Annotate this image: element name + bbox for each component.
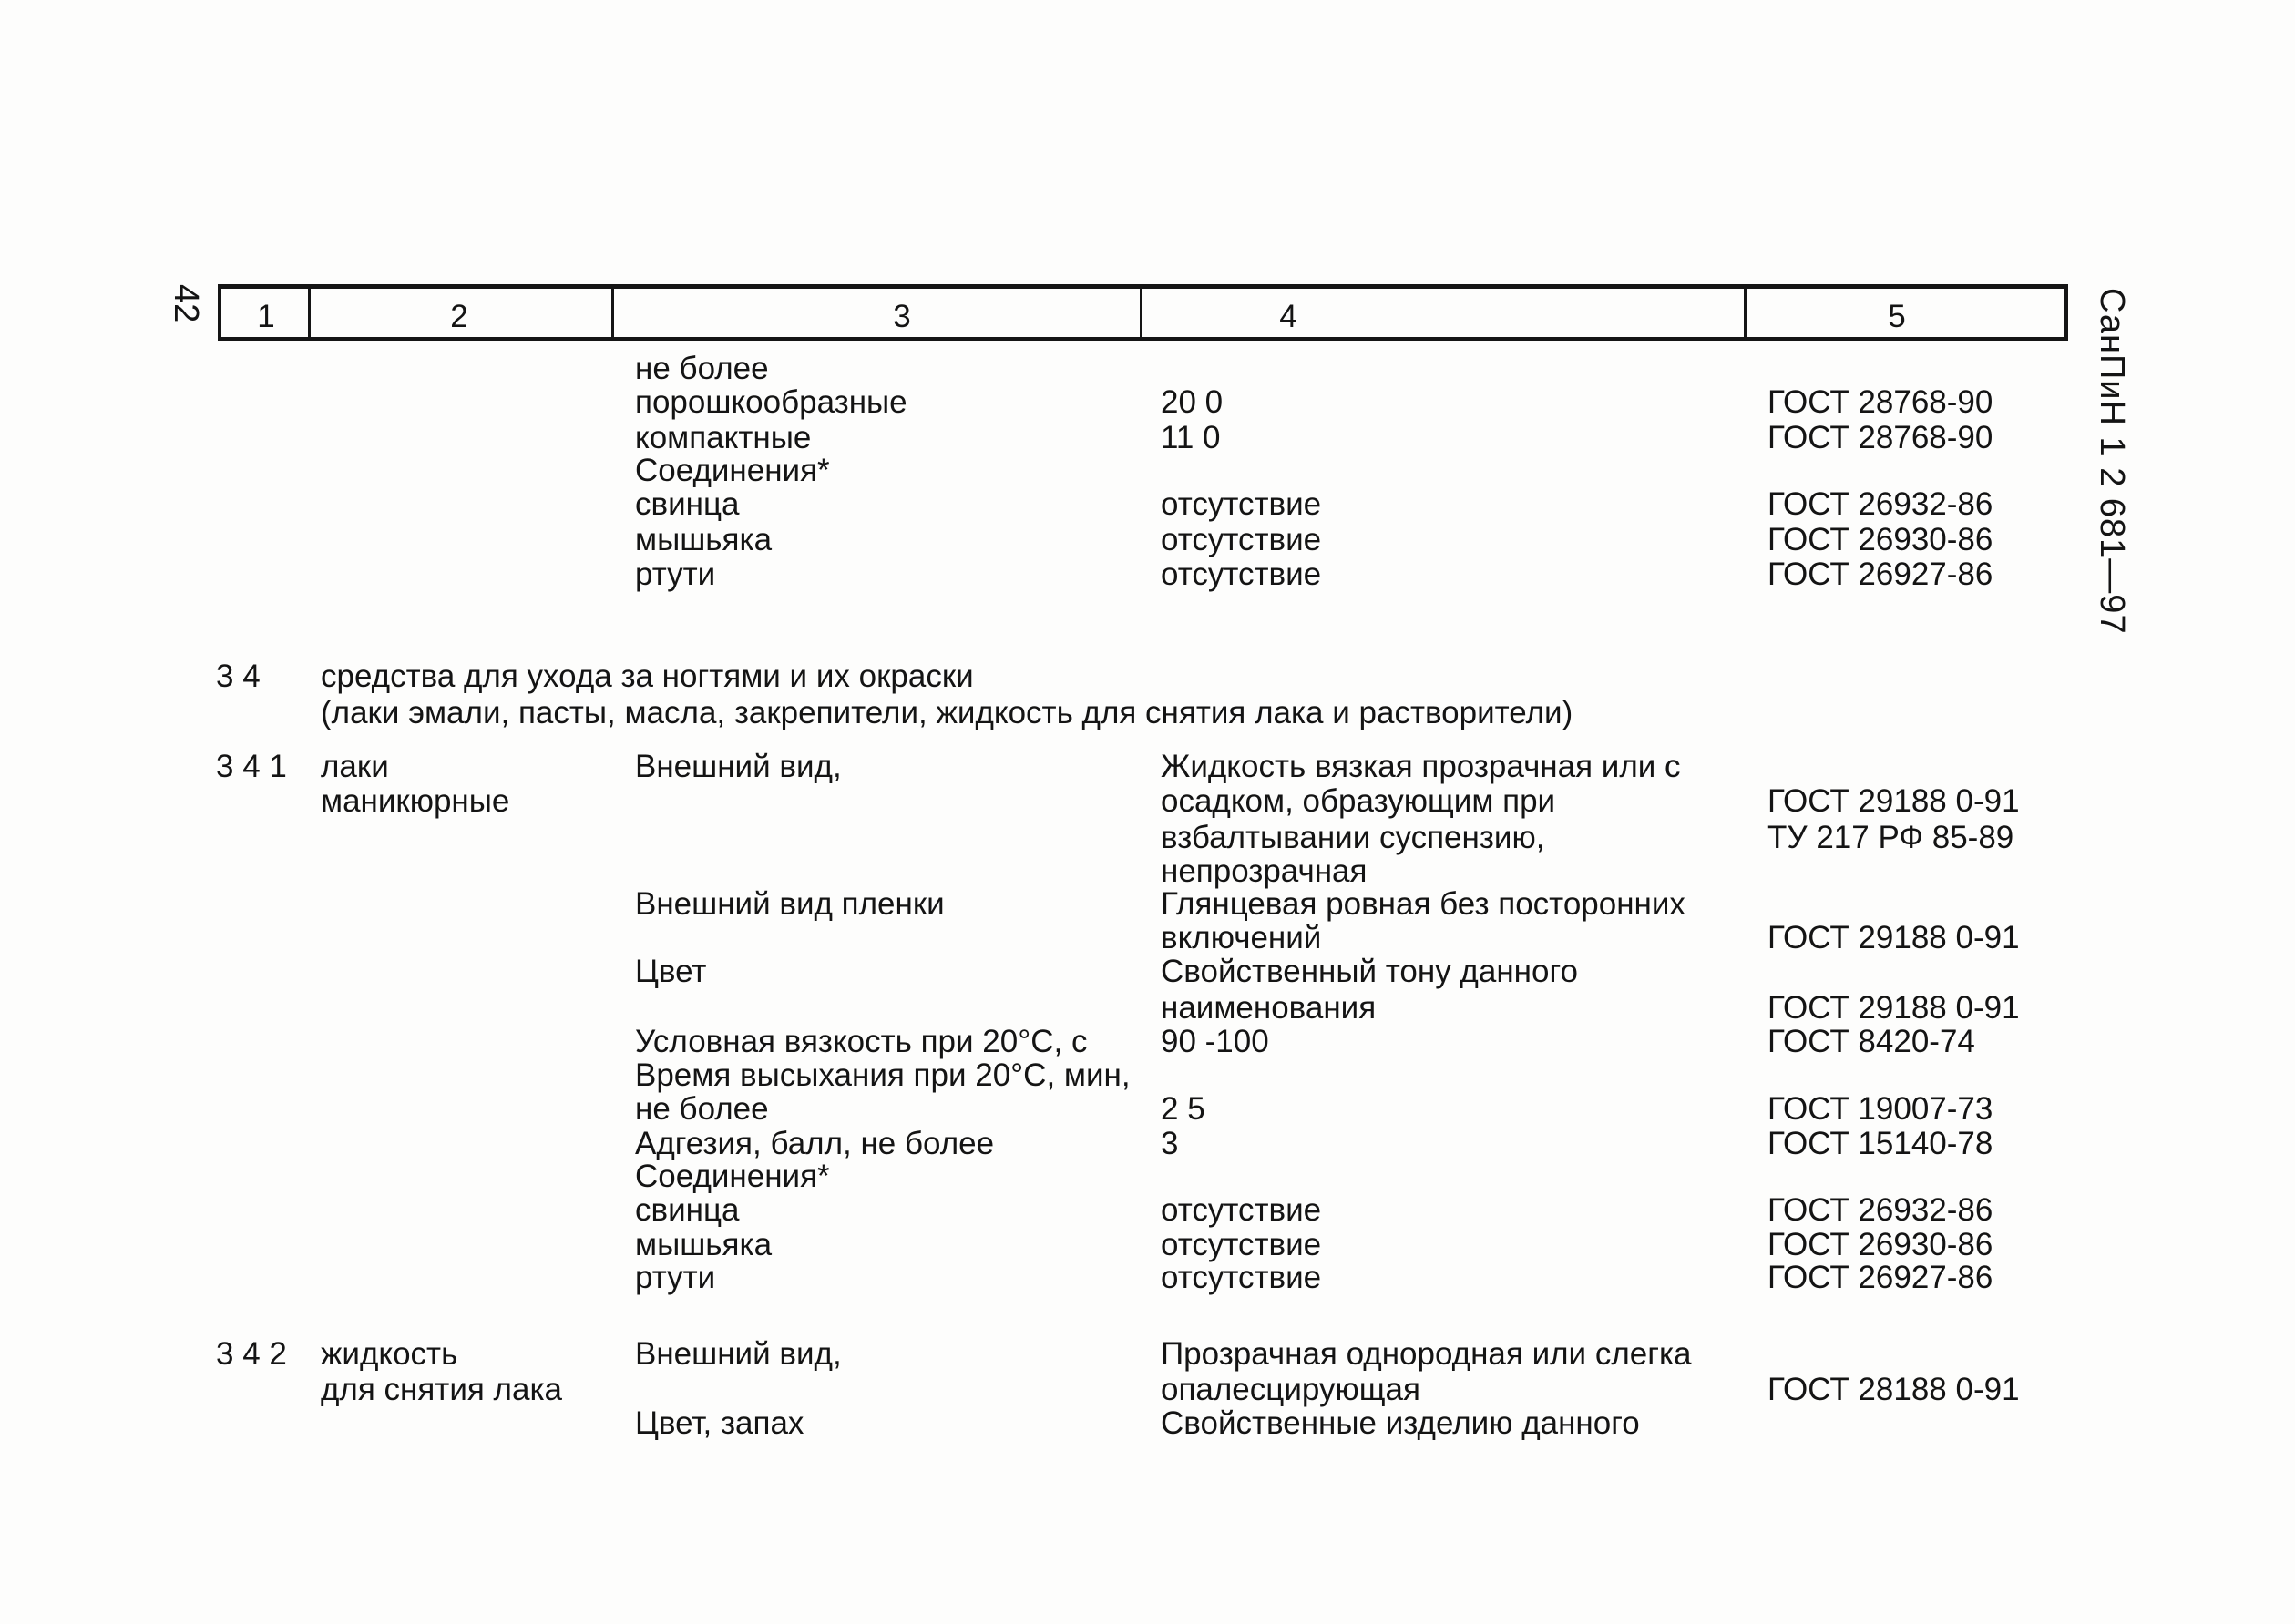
indicator-cell: не более (635, 1091, 769, 1127)
indicator-cell: мышьяка (635, 522, 773, 557)
column-divider (611, 287, 614, 339)
table-row (0, 1405, 2295, 1442)
norm-cell: наименования (1161, 990, 1377, 1026)
norm-cell: отсутствие (1161, 1227, 1322, 1262)
indicator-cell: свинца (635, 1192, 740, 1228)
indicator-cell: Цвет (635, 954, 707, 989)
product-name: лаки (321, 749, 389, 784)
table-row (0, 1260, 2295, 1296)
indicator-cell: Внешний вид, (635, 749, 842, 784)
table-row (0, 1336, 2295, 1373)
norm-cell: отсутствие (1161, 486, 1322, 522)
section-title-continued: (лаки эмали, пасты, масла, закрепители, жидкость для снятия лака и растворители) (321, 695, 1573, 730)
norm-cell: 11 0 (1161, 420, 1221, 455)
table-row (0, 1126, 2295, 1162)
page-number: 42 (167, 284, 205, 323)
indicator-cell: Соединения* (635, 1159, 830, 1194)
method-cell: ГОСТ 8420-74 (1767, 1024, 1975, 1059)
section-row (0, 659, 2295, 695)
method-cell: ГОСТ 28768-90 (1767, 384, 1993, 420)
section-row (0, 695, 2295, 731)
method-cell: ТУ 217 РФ 85-89 (1767, 820, 2014, 855)
norm-cell: включений (1161, 920, 1322, 955)
norm-cell: отсутствие (1161, 557, 1322, 592)
item-number: 3 4 2 (216, 1336, 287, 1372)
product-name: для снятия лака (321, 1372, 562, 1407)
indicator-cell: Время высыхания при 20°С, мин, (635, 1057, 1131, 1093)
table-row (0, 1091, 2295, 1128)
method-cell: ГОСТ 26927-86 (1767, 557, 1993, 592)
norm-cell: 3 (1161, 1126, 1179, 1161)
norm-cell: непрозрачная (1161, 853, 1368, 889)
norm-cell: осадком, образующим при (1161, 783, 1556, 819)
running-title: СанПиН 1 2 681—97 (2093, 288, 2131, 635)
header-column-3: 3 (893, 299, 911, 334)
method-cell: ГОСТ 19007-73 (1767, 1091, 1993, 1127)
table-row (0, 820, 2295, 856)
norm-cell: Свойственный тону данного (1161, 954, 1578, 989)
table-header (218, 284, 2068, 341)
norm-cell: отсутствие (1161, 1260, 1322, 1295)
method-cell: ГОСТ 26932-86 (1767, 1192, 1993, 1228)
norm-cell: опалесцирующая (1161, 1372, 1420, 1407)
table-row (0, 384, 2295, 421)
indicator-cell: Соединения* (635, 453, 830, 488)
norm-cell: 2 5 (1161, 1091, 1205, 1127)
indicator-cell: Условная вязкость при 20°С, с (635, 1024, 1088, 1059)
indicator-cell: ртути (635, 557, 716, 592)
table-row (0, 1227, 2295, 1263)
table-row (0, 954, 2295, 990)
method-cell: ГОСТ 29188 0-91 (1767, 990, 2020, 1026)
product-name: жидкость (321, 1336, 458, 1372)
method-cell: ГОСТ 28768-90 (1767, 420, 1993, 455)
norm-cell: отсутствие (1161, 1192, 1322, 1228)
method-cell: ГОСТ 26932-86 (1767, 486, 1993, 522)
table-row (0, 990, 2295, 1026)
norm-cell: Глянцевая ровная без посторонних (1161, 886, 1685, 922)
indicator-cell: порошкообразные (635, 384, 907, 420)
method-cell: ГОСТ 28188 0-91 (1767, 1372, 2020, 1407)
item-number: 3 4 1 (216, 749, 287, 784)
method-cell: ГОСТ 29188 0-91 (1767, 783, 2020, 819)
indicator-cell: Внешний вид, (635, 1336, 842, 1372)
indicator-cell: свинца (635, 486, 740, 522)
method-cell: ГОСТ 26930-86 (1767, 1227, 1993, 1262)
table-row (0, 1159, 2295, 1195)
indicator-cell: не более (635, 351, 769, 386)
header-column-2: 2 (450, 299, 468, 334)
header-column-4: 4 (1279, 299, 1297, 334)
header-column-5: 5 (1888, 299, 1906, 334)
method-cell: ГОСТ 26927-86 (1767, 1260, 1993, 1295)
column-divider (1140, 287, 1142, 339)
header-column-1: 1 (257, 299, 275, 334)
section-number: 3 4 (216, 659, 261, 694)
method-cell: ГОСТ 26930-86 (1767, 522, 1993, 557)
table-row (0, 853, 2295, 890)
product-name: маникюрные (321, 783, 510, 819)
indicator-cell: Адгезия, балл, не более (635, 1126, 995, 1161)
section-title: средства для ухода за ногтями и их окраски (321, 659, 974, 694)
table-row (0, 351, 2295, 387)
norm-cell: Свойственные изделию данного (1161, 1405, 1640, 1441)
table-row (0, 1372, 2295, 1408)
table-row (0, 1057, 2295, 1094)
norm-cell: 20 0 (1161, 384, 1224, 420)
table-row (0, 557, 2295, 593)
table-row (0, 920, 2295, 956)
table-row (0, 886, 2295, 923)
method-cell: ГОСТ 15140-78 (1767, 1126, 1993, 1161)
norm-cell: отсутствие (1161, 522, 1322, 557)
indicator-cell: ртути (635, 1260, 716, 1295)
table-row (0, 486, 2295, 523)
table-row (0, 749, 2295, 785)
table-row (0, 1024, 2295, 1060)
column-divider (308, 287, 311, 339)
indicator-cell: Цвет, запах (635, 1405, 804, 1441)
table-row (0, 522, 2295, 558)
table-row (0, 783, 2295, 820)
norm-cell: взбалтывании суспензию, (1161, 820, 1545, 855)
column-divider (1744, 287, 1747, 339)
norm-cell: Прозрачная однородная или слегка (1161, 1336, 1692, 1372)
table-row (0, 420, 2295, 456)
table-row (0, 453, 2295, 489)
indicator-cell: компактные (635, 420, 812, 455)
indicator-cell: Внешний вид пленки (635, 886, 945, 922)
method-cell: ГОСТ 29188 0-91 (1767, 920, 2020, 955)
table-row (0, 1192, 2295, 1229)
indicator-cell: мышьяка (635, 1227, 773, 1262)
norm-cell: Жидкость вязкая прозрачная или с (1161, 749, 1681, 784)
norm-cell: 90 -100 (1161, 1024, 1269, 1059)
